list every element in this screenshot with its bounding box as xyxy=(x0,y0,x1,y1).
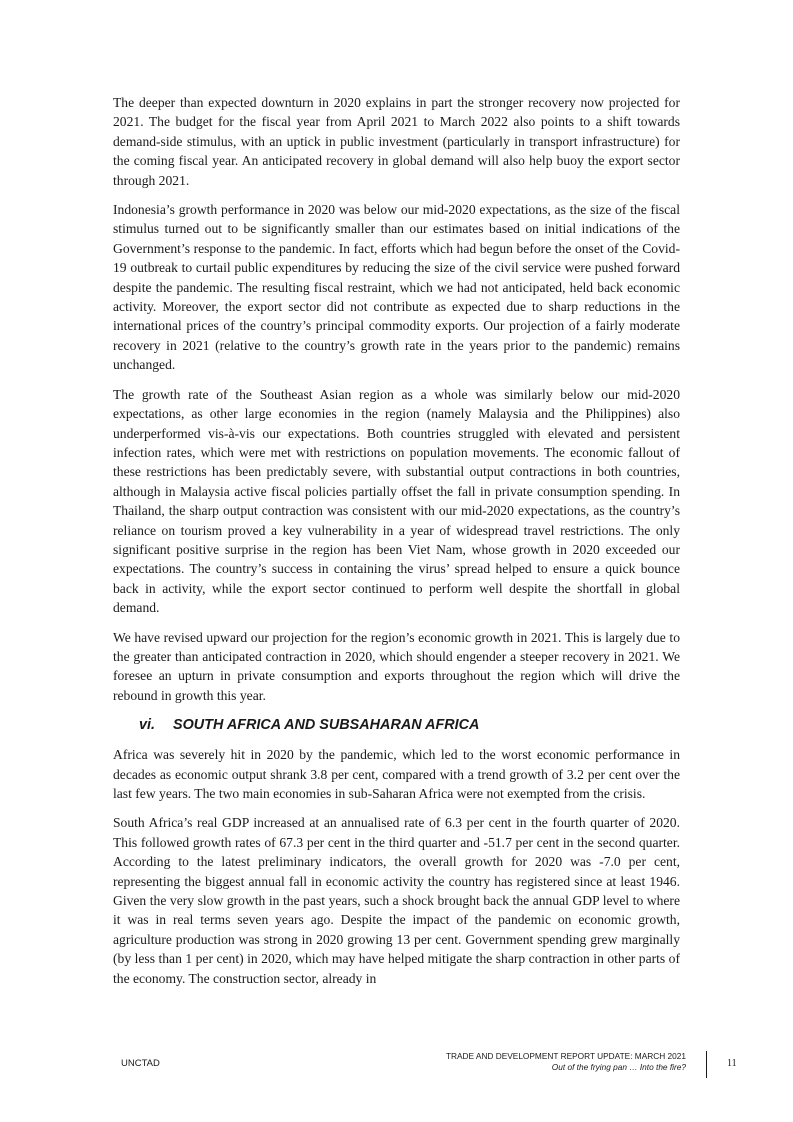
paragraph-japan-outlook: The deeper than expected downturn in 2020 explains in part the stronger recovery now projected for 2021. The budget for the fiscal year from April 2021 to March 2022 also points to a shift towards demand-side stimulus, with an uptick in public investment (particularly in transport infrastructure) for the coming fiscal year. An anticipated recovery in global demand will also help buoy the export sector through 2021. xyxy=(113,95,680,188)
paragraph-southeast-asia: The growth rate of the Southeast Asian region as a whole was similarly below our mid-2020 expectations, as other large economies in the region (namely Malaysia and the Philippines) also underperformed vis-à-vis our expectations. Both countries struggled with elevated and persistent infection rates, which were met with restrictions on population movements. The economic fallout of these restrictions has been predictably severe, with substantial output contractions in both countries, although in Malaysia active fiscal policies partially offset the fall in private consumption spending. In Thailand, the sharp output contraction was consistent with our mid-2020 expectations, as the country’s reliance on tourism proved a key vulnerability in a year of widespread travel restrictions. The only significant positive surprise in the region has been Viet Nam, whose growth in 2020 exceeded our expectations. The country’s success in containing the virus’ spread helped to ensure a quick bounce back in activity, while the export sector continued to perform well despite the shortfall in global demand. xyxy=(113,386,680,616)
paragraph-indonesia: Indonesia’s growth performance in 2020 was below our mid-2020 expectations, as the size of the fiscal stimulus turned out to be significantly smaller than our estimates based on initial indications of the Government’s response to the pandemic. In fact, efforts which had begun before the onset of the Covid-19 outbreak to curtail public expenditures by reducing the size of the civil service were pushed forward despite the pandemic. The resulting fiscal restraint, which we had not anticipated, held back economic activity. Moreover, the export sector did not contribute as expected due to sharp reductions in the international prices of the country’s principal commodity exports. Our projection of a fairly moderate recovery in 2021 (relative to the country’s growth rate in the years prior to the pandemic) remains unchanged. xyxy=(113,202,680,373)
paragraph-africa-overview: Africa was severely hit in 2020 by the pandemic, which led to the worst economic performance in decades as economic output shrank 3.8 per cent, compared with a trend growth of 3.2 per cent over the last few years. The two main economies in sub-Saharan Africa were not exempted from the crisis. xyxy=(113,747,680,801)
section-heading xyxy=(113,715,680,735)
section-title: SOUTH AFRICA AND SUBSAHARAN AFRICA xyxy=(173,717,480,734)
page-body xyxy=(113,93,680,998)
footer-report-title: TRADE AND DEVELOPMENT REPORT UPDATE: MARCH 2021 xyxy=(445,1051,686,1061)
footer-report-subtitle: Out of the frying pan … Into the fire? xyxy=(551,1062,686,1072)
footer-organization: UNCTAD xyxy=(121,1058,160,1069)
paragraph-south-africa: South Africa’s real GDP increased at an annualised rate of 6.3 per cent in the fourth quarter of 2020. This followed growth rates of 67.3 per cent in the third quarter and -51.7 per cent in the second quarter. According to the latest preliminary indicators, the overall growth for 2020 was -7.0 per cent, representing the biggest annual fall in economic activity the country has registered since at least 1946. Given the very slow growth in the past years, such a shock brought back the annual GDP level to where it was in real terms seven years ago. Despite the impact of the pandemic on economic growth, agriculture production was strong in 2020 growing 13 per cent. Government spending grew marginally (by less than 1 per cent) in 2020, which may have helped mitigate the sharp contraction in other parts of the economy. The construction sector, already in xyxy=(113,815,680,986)
footer-report-info xyxy=(446,1051,686,1073)
section-number: vi. xyxy=(139,717,155,734)
page-number: 11 xyxy=(727,1058,737,1069)
paragraph-region-projection: We have revised upward our projection for the region’s economic growth in 2021. This is largely due to the greater than anticipated contraction in 2020, which should engender a steeper recovery in 2021. We foresee an upturn in private consumption and exports throughout the region which will drive the rebound in growth this year. xyxy=(113,629,680,703)
footer-divider xyxy=(706,1051,707,1078)
